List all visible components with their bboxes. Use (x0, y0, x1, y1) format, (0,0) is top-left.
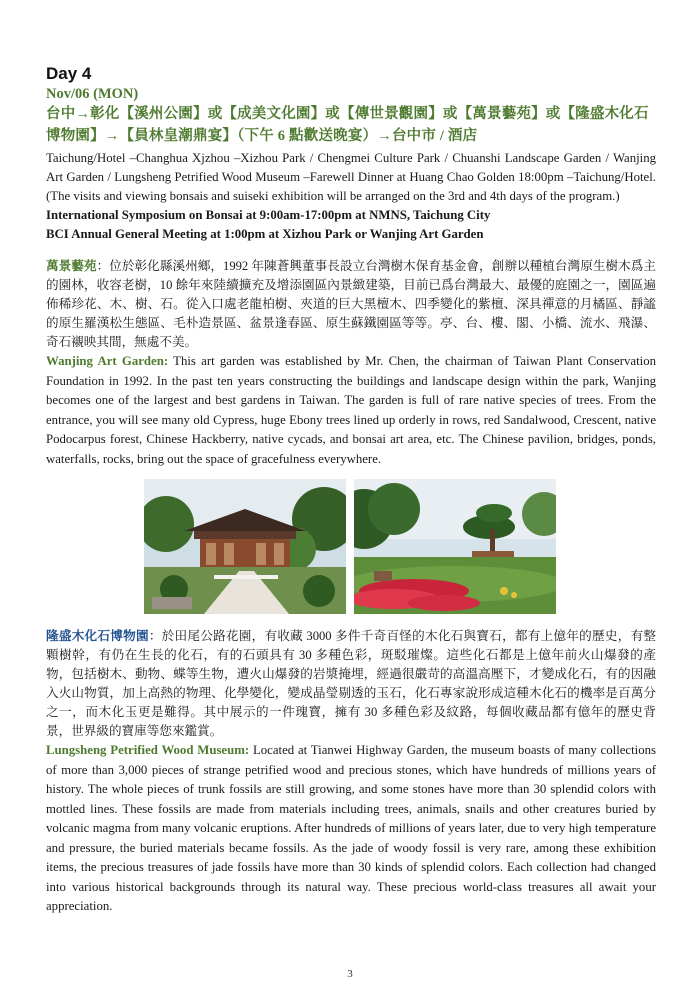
wanjing-english-label: Wanjing Art Garden: (46, 354, 169, 368)
route-english: Taichung/Hotel –Changhua Xjzhou –Xizhou Park / Chengmei Culture Park / Chuanshi Landscape Garden / Wanjing Art Garden / Lungsheng Petrified Wood Museum –Farewell Dinner at Huang Chao Golden 18:00pm –Taichung/Hotel. (The visits and viewing bonsais and suiseki exhibition will be arranged on the 3rd and 4th days of the program.) (46, 151, 656, 203)
symposium-line: International Symposium on Bonsai at 9:00am-17:00pm at NMNS, Taichung City (46, 208, 491, 222)
lungsheng-chinese-paragraph (46, 627, 656, 741)
page-content (46, 64, 656, 917)
lungsheng-chinese-label: 隆盛木化石博物園 (46, 629, 149, 643)
wanjing-chinese-label: 萬景藝苑 (46, 259, 97, 273)
lungsheng-english-paragraph (46, 741, 656, 917)
lungsheng-english-label: Lungsheng Petrified Wood Museum: (46, 743, 250, 757)
wanjing-chinese-text: ：位於彰化縣溪州鄉，1992 年陳蒼興董事長設立台灣樹木保育基金會，創辦以種植台灣原生樹木爲主的園林，收容老樹，10 餘年來陸續擴充及增添園區內景緻建築，目前已爲台灣最大、最優的庭園之一，園區遍佈稀珍花、木、樹、石。從入口處老龍柏樹、夾道的巨大黑檀木、四季變化的紫檀、深具禪意的月橘區、靜謐的原生羅漢松生態區、毛朴造景區、盆景逢春區、原生蘇鐵園區等等。亭、台、樓、閣、小橋、流水、飛瀑、奇石襯映其間，無處不美。 (46, 259, 657, 349)
wanjing-english-text: This art garden was established by Mr. Chen, the chairman of Taiwan Plant Conservation Foundation in 1992. In the past ten years constructing the buildings and landscape design within the park, Wanjing becomes one of the largest and best gardens in Taiwan. The garden is full of rare native species of trees. From the entrance, you will see many old Cypress, huge Ebony trees lined up orderly in rows, red Sandalwood, Crescent, native Podocarpus forest, Chinese Hackberry, native cycads, and bonsai art area, etc. The Chinese pavilion, bridges, ponds, waterfalls, rocks, bring out the space of gracefulness everywhere. (46, 354, 656, 466)
route-chinese: 台中→彰化【溪州公園】或【成美文化園】或【傳世景觀園】或【萬景藝苑】或【隆盛木化石博物園】→【員林皇潮鼎宴】（下午 6 點歡送晚宴）→台中市 / 酒店 (46, 106, 649, 144)
wanjing-english-paragraph (46, 352, 656, 469)
bonsai-garden-photo (354, 479, 556, 614)
garden-photos (144, 479, 656, 614)
lungsheng-chinese-text: ：於田尾公路花園，有收藏 3000 多件千奇百怪的木化石與寶石，都有上億年的歷史，有整顆樹幹，有仍在生長的化石，有的石頭具有 30 多種色彩，斑駁璀燦。這些化石都是上億年前火山爆發的產物，包括樹木、動物、蝶等生物，遭火山爆發的岩漿掩埋，經過很嚴苛的高溫高壓下，才變成化石，有的因融入火山物質，加上高熱的物理、化學變化，變成晶瑩剔透的玉石，化石專家說形成這種木化石的機率是百萬分之一，而木化玉更是難得。其中展示的一件瑰寶，擁有 30 多種色彩及紋路，每個收藏品都有億年的歷史背景，世界級的寶庫等您來鑑賞。 (46, 629, 657, 738)
lungsheng-english-text: Located at Tianwei Highway Garden, the museum boasts of many collections of more than 3,000 pieces of strange petrified wood and precious stones, which have hundreds of millions years of history. The whole pieces of trunk fossils are still growing, and some stones have more than 30 splendid colors with mottled lines. These fossils are made from materials including trees, animals, snails and other creatures buried by volcanic magma from many volcanic eruptions. After hundreds of millions of years later, due to very high temperature and pressure, the buried materials became fossils. As the jade of woody fossil is very rare, among these exhibition items, the precious treasures of jade fossils have more than 30 kinds of splendid colors. Each collection had changed into various historical backgrounds through its natural way. These precious world-class treasures all await your appreciation. (46, 743, 656, 913)
day-title: Day 4 (46, 64, 92, 83)
meeting-line: BCI Annual General Meeting at 1:00pm at Xizhou Park or Wanjing Art Garden (46, 227, 484, 241)
wanjing-section (46, 257, 656, 469)
date-heading: Nov/06 (MON) (46, 86, 139, 102)
page-number: 3 (347, 968, 353, 980)
lungsheng-section (46, 627, 656, 917)
wanjing-chinese-paragraph (46, 257, 656, 352)
pavilion-photo (144, 479, 346, 614)
